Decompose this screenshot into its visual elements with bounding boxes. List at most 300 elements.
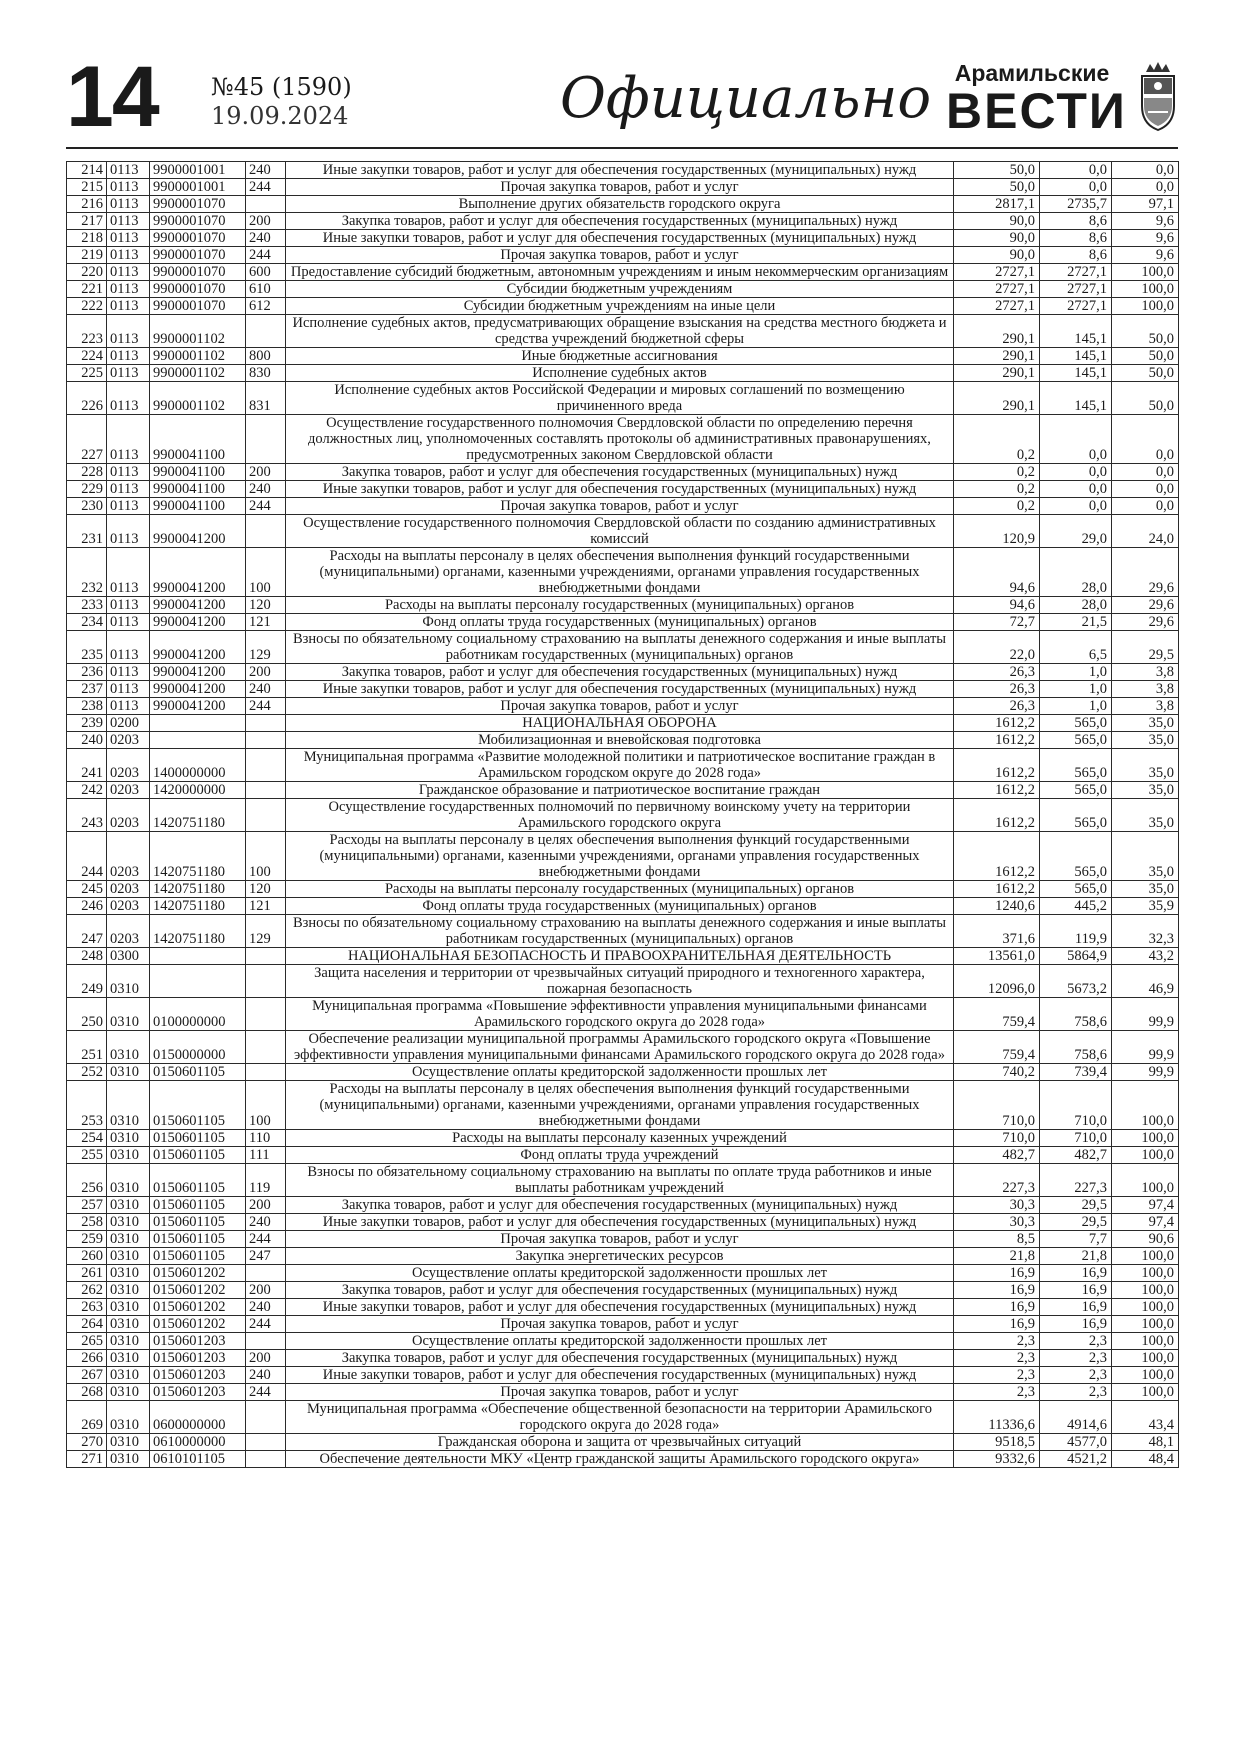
row-number: 250	[67, 998, 107, 1031]
expense-type-code	[246, 715, 286, 732]
percent-executed: 100,0	[1112, 281, 1179, 298]
expense-type-code	[246, 732, 286, 749]
section-code: 0113	[107, 348, 150, 365]
table-row	[67, 498, 1179, 515]
actual-amount: 145,1	[1040, 348, 1112, 365]
percent-executed: 100,0	[1112, 1333, 1179, 1350]
percent-executed: 29,6	[1112, 614, 1179, 631]
actual-amount: 710,0	[1040, 1130, 1112, 1147]
expense-type-code: 831	[246, 382, 286, 415]
table-row	[67, 1031, 1179, 1064]
expense-type-code: 244	[246, 1231, 286, 1248]
section-code: 0310	[107, 1299, 150, 1316]
actual-amount: 2,3	[1040, 1333, 1112, 1350]
expense-type-code: 244	[246, 498, 286, 515]
item-name: Прочая закупка товаров, работ и услуг	[286, 1384, 954, 1401]
actual-amount: 2727,1	[1040, 298, 1112, 315]
plan-amount: 94,6	[954, 597, 1040, 614]
target-code: 9900001102	[150, 365, 246, 382]
item-name: Иные закупки товаров, работ и услуг для обеспечения государственных (муниципальных) нужд	[286, 1299, 954, 1316]
plan-amount: 1612,2	[954, 881, 1040, 898]
actual-amount: 16,9	[1040, 1265, 1112, 1282]
section-code: 0113	[107, 614, 150, 631]
table-row	[67, 1064, 1179, 1081]
item-name: Муниципальная программа «Повышение эффективности управления муниципальными финансами Арамильского городского округа до 2028 года»	[286, 998, 954, 1031]
item-name: Иные закупки товаров, работ и услуг для обеспечения государственных (муниципальных) нужд	[286, 481, 954, 498]
expense-type-code: 247	[246, 1248, 286, 1265]
row-number: 268	[67, 1384, 107, 1401]
section-code: 0113	[107, 230, 150, 247]
target-code	[150, 948, 246, 965]
actual-amount: 565,0	[1040, 732, 1112, 749]
row-number: 246	[67, 898, 107, 915]
row-number: 243	[67, 799, 107, 832]
target-code: 0150601203	[150, 1350, 246, 1367]
table-row	[67, 315, 1179, 348]
target-code: 0150601105	[150, 1197, 246, 1214]
table-row	[67, 915, 1179, 948]
item-name: Исполнение судебных актов	[286, 365, 954, 382]
row-number: 235	[67, 631, 107, 664]
table-row	[67, 1316, 1179, 1333]
row-number: 231	[67, 515, 107, 548]
row-number: 256	[67, 1164, 107, 1197]
item-name: Прочая закупка товаров, работ и услуг	[286, 1316, 954, 1333]
row-number: 226	[67, 382, 107, 415]
item-name: Закупка товаров, работ и услуг для обеспечения государственных (муниципальных) нужд	[286, 1282, 954, 1299]
item-name: Расходы на выплаты персоналу казенных учреждений	[286, 1130, 954, 1147]
expense-type-code: 240	[246, 481, 286, 498]
expense-type-code	[246, 782, 286, 799]
table-row	[67, 898, 1179, 915]
row-number: 219	[67, 247, 107, 264]
expense-type-code: 244	[246, 247, 286, 264]
row-number: 217	[67, 213, 107, 230]
percent-executed: 9,6	[1112, 213, 1179, 230]
plan-amount: 2,3	[954, 1350, 1040, 1367]
actual-amount: 21,5	[1040, 614, 1112, 631]
actual-amount: 29,5	[1040, 1197, 1112, 1214]
actual-amount: 758,6	[1040, 998, 1112, 1031]
percent-executed: 100,0	[1112, 1147, 1179, 1164]
item-name: Осуществление оплаты кредиторской задолженности прошлых лет	[286, 1265, 954, 1282]
plan-amount: 30,3	[954, 1197, 1040, 1214]
target-code: 1400000000	[150, 749, 246, 782]
item-name: Взносы по обязательному социальному страхованию на выплаты денежного содержания и иные выплаты работникам государственных (муниципальных) органов	[286, 631, 954, 664]
table-row	[67, 1451, 1179, 1468]
item-name: Муниципальная программа «Развитие молодежной политики и патриотическое воспитание граждан в Арамильском городском округе до 2028 года»	[286, 749, 954, 782]
expense-type-code: 100	[246, 1081, 286, 1130]
section-code: 0113	[107, 382, 150, 415]
actual-amount: 710,0	[1040, 1081, 1112, 1130]
plan-amount: 1240,6	[954, 898, 1040, 915]
table-row	[67, 382, 1179, 415]
section-code: 0113	[107, 196, 150, 213]
plan-amount: 26,3	[954, 664, 1040, 681]
percent-executed: 48,4	[1112, 1451, 1179, 1468]
target-code	[150, 715, 246, 732]
plan-amount: 120,9	[954, 515, 1040, 548]
item-name: Осуществление оплаты кредиторской задолженности прошлых лет	[286, 1333, 954, 1350]
item-name: Закупка товаров, работ и услуг для обеспечения государственных (муниципальных) нужд	[286, 464, 954, 481]
plan-amount: 94,6	[954, 548, 1040, 597]
target-code: 0150601203	[150, 1384, 246, 1401]
table-row	[67, 515, 1179, 548]
percent-executed: 24,0	[1112, 515, 1179, 548]
expense-type-code: 120	[246, 597, 286, 614]
percent-executed: 43,4	[1112, 1401, 1179, 1434]
table-row	[67, 1081, 1179, 1130]
actual-amount: 482,7	[1040, 1147, 1112, 1164]
item-name: Закупка товаров, работ и услуг для обеспечения государственных (муниципальных) нужд	[286, 1197, 954, 1214]
section-code: 0310	[107, 1130, 150, 1147]
target-code: 0150601105	[150, 1164, 246, 1197]
section-code: 0310	[107, 1333, 150, 1350]
target-code: 9900041100	[150, 415, 246, 464]
plan-amount: 90,0	[954, 230, 1040, 247]
row-number: 223	[67, 315, 107, 348]
target-code: 9900001001	[150, 179, 246, 196]
actual-amount: 0,0	[1040, 464, 1112, 481]
row-number: 238	[67, 698, 107, 715]
row-number: 237	[67, 681, 107, 698]
target-code: 0150601203	[150, 1333, 246, 1350]
table-row	[67, 415, 1179, 464]
actual-amount: 565,0	[1040, 782, 1112, 799]
percent-executed: 35,0	[1112, 732, 1179, 749]
section-code: 0203	[107, 881, 150, 898]
expense-type-code	[246, 196, 286, 213]
percent-executed: 0,0	[1112, 162, 1179, 179]
section-code: 0113	[107, 681, 150, 698]
table-row	[67, 1164, 1179, 1197]
section-code: 0310	[107, 1197, 150, 1214]
actual-amount: 29,5	[1040, 1214, 1112, 1231]
actual-amount: 2,3	[1040, 1367, 1112, 1384]
percent-executed: 43,2	[1112, 948, 1179, 965]
actual-amount: 565,0	[1040, 799, 1112, 832]
section-code: 0113	[107, 631, 150, 664]
row-number: 216	[67, 196, 107, 213]
table-row	[67, 548, 1179, 597]
plan-amount: 371,6	[954, 915, 1040, 948]
percent-executed: 97,4	[1112, 1197, 1179, 1214]
header-rule	[66, 147, 1178, 149]
actual-amount: 0,0	[1040, 415, 1112, 464]
table-row	[67, 1248, 1179, 1265]
item-name: Закупка товаров, работ и услуг для обеспечения государственных (муниципальных) нужд	[286, 213, 954, 230]
plan-amount: 16,9	[954, 1282, 1040, 1299]
expense-type-code: 244	[246, 1316, 286, 1333]
table-row	[67, 1350, 1179, 1367]
row-number: 253	[67, 1081, 107, 1130]
expense-type-code	[246, 965, 286, 998]
section-code: 0310	[107, 1384, 150, 1401]
target-code: 0610000000	[150, 1434, 246, 1451]
row-number: 221	[67, 281, 107, 298]
row-number: 245	[67, 881, 107, 898]
actual-amount: 4521,2	[1040, 1451, 1112, 1468]
target-code: 9900001070	[150, 213, 246, 230]
row-number: 228	[67, 464, 107, 481]
expense-type-code: 100	[246, 548, 286, 597]
plan-amount: 16,9	[954, 1299, 1040, 1316]
percent-executed: 97,4	[1112, 1214, 1179, 1231]
item-name: Взносы по обязательному социальному страхованию на выплаты денежного содержания и иные выплаты работникам государственных (муниципальных) органов	[286, 915, 954, 948]
item-name: Гражданское образование и патриотическое воспитание граждан	[286, 782, 954, 799]
expense-type-code: 830	[246, 365, 286, 382]
item-name: Осуществление государственных полномочий по первичному воинскому учету на территории Арамильского городского округа	[286, 799, 954, 832]
plan-amount: 1612,2	[954, 799, 1040, 832]
item-name: Расходы на выплаты персоналу в целях обеспечения выполнения функций государственными (муниципальными) органами, казенными учреждениями, органами управления государственных внебюджетными фондами	[286, 548, 954, 597]
expense-type-code: 121	[246, 614, 286, 631]
page-number: 14	[66, 49, 158, 145]
row-number: 259	[67, 1231, 107, 1248]
actual-amount: 4914,6	[1040, 1401, 1112, 1434]
actual-amount: 4577,0	[1040, 1434, 1112, 1451]
target-code: 9900001102	[150, 348, 246, 365]
plan-amount: 72,7	[954, 614, 1040, 631]
target-code: 0100000000	[150, 998, 246, 1031]
expense-type-code: 200	[246, 1282, 286, 1299]
plan-amount: 290,1	[954, 348, 1040, 365]
section-code: 0113	[107, 698, 150, 715]
section-title: Официально	[560, 66, 932, 131]
actual-amount: 1,0	[1040, 698, 1112, 715]
actual-amount: 2,3	[1040, 1350, 1112, 1367]
table-row	[67, 162, 1179, 179]
percent-executed: 3,8	[1112, 698, 1179, 715]
expense-type-code	[246, 749, 286, 782]
target-code: 0600000000	[150, 1401, 246, 1434]
plan-amount: 2,3	[954, 1333, 1040, 1350]
percent-executed: 35,0	[1112, 715, 1179, 732]
actual-amount: 1,0	[1040, 664, 1112, 681]
plan-amount: 482,7	[954, 1147, 1040, 1164]
expense-type-code: 200	[246, 464, 286, 481]
actual-amount: 6,5	[1040, 631, 1112, 664]
actual-amount: 0,0	[1040, 179, 1112, 196]
item-name: Осуществление государственного полномочия Свердловской области по созданию административных комиссий	[286, 515, 954, 548]
table-row	[67, 196, 1179, 213]
item-name: Расходы на выплаты персоналу в целях обеспечения выполнения функций государственными (муниципальными) органами, казенными учреждениями, органами управления государственных внебюджетными фондами	[286, 832, 954, 881]
target-code: 9900001070	[150, 196, 246, 213]
target-code: 0150601203	[150, 1367, 246, 1384]
row-number: 270	[67, 1434, 107, 1451]
target-code: 9900041200	[150, 698, 246, 715]
row-number: 258	[67, 1214, 107, 1231]
actual-amount: 145,1	[1040, 365, 1112, 382]
actual-amount: 16,9	[1040, 1299, 1112, 1316]
plan-amount: 16,9	[954, 1265, 1040, 1282]
plan-amount: 1612,2	[954, 782, 1040, 799]
plan-amount: 2727,1	[954, 298, 1040, 315]
section-code: 0203	[107, 915, 150, 948]
percent-executed: 100,0	[1112, 1299, 1179, 1316]
target-code: 9900001070	[150, 247, 246, 264]
row-number: 227	[67, 415, 107, 464]
percent-executed: 48,1	[1112, 1434, 1179, 1451]
section-code: 0113	[107, 281, 150, 298]
section-code: 0113	[107, 179, 150, 196]
target-code: 0150601105	[150, 1147, 246, 1164]
target-code: 9900041200	[150, 597, 246, 614]
item-name: НАЦИОНАЛЬНАЯ БЕЗОПАСНОСТЬ И ПРАВООХРАНИТЕЛЬНАЯ ДЕЯТЕЛЬНОСТЬ	[286, 948, 954, 965]
section-code: 0310	[107, 1214, 150, 1231]
plan-amount: 50,0	[954, 162, 1040, 179]
target-code: 9900041200	[150, 515, 246, 548]
percent-executed: 9,6	[1112, 247, 1179, 264]
target-code: 9900001070	[150, 281, 246, 298]
row-number: 215	[67, 179, 107, 196]
target-code: 9900001070	[150, 264, 246, 281]
item-name: Иные закупки товаров, работ и услуг для обеспечения государственных (муниципальных) нужд	[286, 1214, 954, 1231]
section-code: 0310	[107, 1164, 150, 1197]
table-row	[67, 1434, 1179, 1451]
actual-amount: 8,6	[1040, 230, 1112, 247]
table-row	[67, 631, 1179, 664]
expense-type-code	[246, 998, 286, 1031]
row-number: 262	[67, 1282, 107, 1299]
item-name: Расходы на выплаты персоналу государственных (муниципальных) органов	[286, 881, 954, 898]
plan-amount: 710,0	[954, 1081, 1040, 1130]
percent-executed: 100,0	[1112, 1265, 1179, 1282]
item-name: Иные бюджетные ассигнования	[286, 348, 954, 365]
item-name: Расходы на выплаты персоналу в целях обеспечения выполнения функций государственными (муниципальными) органами, казенными учреждениями, органами управления государственных внебюджетными фондами	[286, 1081, 954, 1130]
target-code: 1420000000	[150, 782, 246, 799]
section-code: 0113	[107, 415, 150, 464]
item-name: Фонд оплаты труда государственных (муниципальных) органов	[286, 898, 954, 915]
plan-amount: 227,3	[954, 1164, 1040, 1197]
expense-type-code: 800	[246, 348, 286, 365]
percent-executed: 0,0	[1112, 481, 1179, 498]
target-code: 9900001102	[150, 382, 246, 415]
target-code: 9900041100	[150, 464, 246, 481]
plan-amount: 13561,0	[954, 948, 1040, 965]
item-name: Исполнение судебных актов, предусматривающих обращение взыскания на средства местного бюджета и средства учреждений бюджетной сферы	[286, 315, 954, 348]
row-number: 234	[67, 614, 107, 631]
expense-type-code: 244	[246, 698, 286, 715]
target-code: 0150601105	[150, 1214, 246, 1231]
expense-type-code: 129	[246, 631, 286, 664]
section-code: 0113	[107, 162, 150, 179]
row-number: 225	[67, 365, 107, 382]
table-row	[67, 998, 1179, 1031]
section-code: 0203	[107, 832, 150, 881]
percent-executed: 0,0	[1112, 464, 1179, 481]
row-number: 263	[67, 1299, 107, 1316]
plan-amount: 26,3	[954, 698, 1040, 715]
coat-of-arms-icon	[1138, 58, 1178, 134]
table-row	[67, 264, 1179, 281]
percent-executed: 32,3	[1112, 915, 1179, 948]
actual-amount: 2,3	[1040, 1384, 1112, 1401]
item-name: Иные закупки товаров, работ и услуг для обеспечения государственных (муниципальных) нужд	[286, 230, 954, 247]
plan-amount: 11336,6	[954, 1401, 1040, 1434]
row-number: 214	[67, 162, 107, 179]
plan-amount: 0,2	[954, 498, 1040, 515]
item-name: Прочая закупка товаров, работ и услуг	[286, 179, 954, 196]
section-code: 0310	[107, 998, 150, 1031]
plan-amount: 50,0	[954, 179, 1040, 196]
table-row	[67, 597, 1179, 614]
table-row	[67, 1197, 1179, 1214]
plan-amount: 2727,1	[954, 281, 1040, 298]
actual-amount: 0,0	[1040, 498, 1112, 515]
actual-amount: 28,0	[1040, 548, 1112, 597]
row-number: 241	[67, 749, 107, 782]
table-row	[67, 1384, 1179, 1401]
expense-type-code: 200	[246, 213, 286, 230]
expense-type-code	[246, 415, 286, 464]
percent-executed: 100,0	[1112, 1081, 1179, 1130]
newspaper-logo	[946, 60, 1127, 140]
section-code: 0113	[107, 664, 150, 681]
issue-date: 19.09.2024	[211, 102, 349, 130]
section-code: 0310	[107, 1231, 150, 1248]
expense-type-code	[246, 948, 286, 965]
row-number: 230	[67, 498, 107, 515]
percent-executed: 50,0	[1112, 382, 1179, 415]
actual-amount: 565,0	[1040, 749, 1112, 782]
row-number: 242	[67, 782, 107, 799]
percent-executed: 0,0	[1112, 498, 1179, 515]
plan-amount: 21,8	[954, 1248, 1040, 1265]
target-code: 9900041200	[150, 548, 246, 597]
actual-amount: 227,3	[1040, 1164, 1112, 1197]
table-row	[67, 715, 1179, 732]
expense-type-code: 600	[246, 264, 286, 281]
actual-amount: 28,0	[1040, 597, 1112, 614]
row-number: 247	[67, 915, 107, 948]
item-name: Выполнение других обязательств городского округа	[286, 196, 954, 213]
row-number: 222	[67, 298, 107, 315]
percent-executed: 50,0	[1112, 365, 1179, 382]
table-row	[67, 664, 1179, 681]
row-number: 240	[67, 732, 107, 749]
actual-amount: 0,0	[1040, 481, 1112, 498]
expense-type-code: 121	[246, 898, 286, 915]
target-code	[150, 965, 246, 998]
actual-amount: 8,6	[1040, 247, 1112, 264]
percent-executed: 99,9	[1112, 998, 1179, 1031]
actual-amount: 2727,1	[1040, 281, 1112, 298]
table-row	[67, 749, 1179, 782]
section-code: 0310	[107, 965, 150, 998]
item-name: Мобилизационная и вневойсковая подготовка	[286, 732, 954, 749]
percent-executed: 35,0	[1112, 749, 1179, 782]
section-code: 0113	[107, 597, 150, 614]
plan-amount: 0,2	[954, 481, 1040, 498]
percent-executed: 100,0	[1112, 1350, 1179, 1367]
section-code: 0310	[107, 1147, 150, 1164]
target-code: 0150601202	[150, 1282, 246, 1299]
expense-type-code: 110	[246, 1130, 286, 1147]
expense-type-code: 240	[246, 1367, 286, 1384]
plan-amount: 1612,2	[954, 832, 1040, 881]
section-code: 0113	[107, 264, 150, 281]
target-code: 9900001070	[150, 230, 246, 247]
section-code: 0113	[107, 298, 150, 315]
actual-amount: 16,9	[1040, 1316, 1112, 1333]
item-name: Прочая закупка товаров, работ и услуг	[286, 498, 954, 515]
table-row	[67, 1231, 1179, 1248]
target-code: 1420751180	[150, 881, 246, 898]
actual-amount: 565,0	[1040, 832, 1112, 881]
table-row	[67, 1333, 1179, 1350]
item-name: Обеспечение деятельности МКУ «Центр гражданской защиты Арамильского городского округа»	[286, 1451, 954, 1468]
plan-amount: 26,3	[954, 681, 1040, 698]
